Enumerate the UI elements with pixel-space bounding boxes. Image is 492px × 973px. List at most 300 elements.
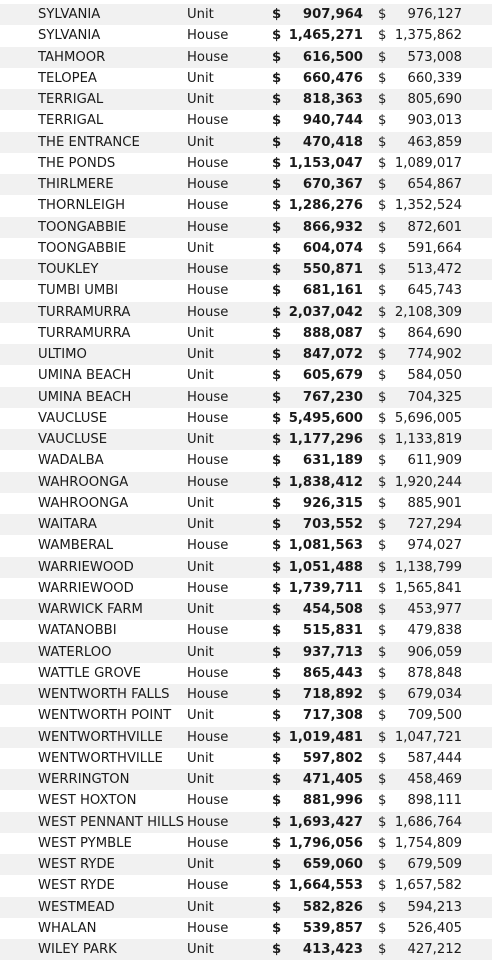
currency-symbol: $	[378, 7, 387, 22]
table-row	[0, 302, 492, 323]
suburb-cell: SYLVANIA	[38, 28, 101, 44]
table-row	[0, 4, 492, 25]
table-row	[0, 557, 492, 578]
currency-symbol: $	[378, 155, 387, 171]
table-row	[0, 748, 492, 769]
price-value-2-cell: 1,375,862	[394, 28, 462, 44]
currency-symbol: $	[272, 474, 282, 490]
price-value-2-cell: 709,500	[407, 708, 462, 724]
price-value-2-cell: 587,444	[407, 750, 462, 766]
property-type-cell: Unit	[187, 899, 214, 915]
currency-symbol: $	[378, 793, 387, 809]
currency-symbol: $	[272, 304, 282, 320]
currency-symbol: $	[378, 70, 387, 86]
price-value-1-cell: 847,072	[302, 347, 363, 362]
price-value-1-cell: 413,423	[302, 942, 363, 957]
property-type-cell: Unit	[187, 92, 214, 107]
suburb-cell: WAMBERAL	[38, 538, 114, 554]
price-value-1-cell: 1,019,481	[288, 729, 363, 745]
price-value-2-cell: 906,059	[407, 644, 462, 660]
price-value-2-cell: 898,111	[407, 793, 462, 809]
price-value-1-cell: 1,739,711	[288, 580, 363, 596]
property-type-cell: Unit	[187, 750, 214, 766]
price-value-1-cell: 681,161	[302, 283, 363, 299]
currency-symbol: $	[272, 410, 282, 426]
currency-symbol: $	[378, 177, 387, 192]
suburb-cell: TERRIGAL	[38, 113, 104, 129]
currency-symbol: $	[378, 835, 387, 851]
price-value-2-cell: 974,027	[407, 538, 462, 554]
suburb-cell: THE ENTRANCE	[38, 134, 140, 150]
currency-symbol: $	[378, 920, 387, 936]
price-value-1-cell: 866,932	[302, 219, 363, 235]
price-value-1-cell: 1,286,276	[288, 198, 363, 214]
property-type-cell: House	[187, 28, 229, 44]
suburb-cell: THE PONDS	[38, 155, 116, 171]
price-value-1-cell: 5,495,600	[288, 410, 363, 426]
currency-symbol: $	[272, 644, 282, 660]
suburb-cell: WAHROONGA	[38, 474, 129, 490]
currency-symbol: $	[272, 580, 282, 596]
currency-symbol: $	[272, 878, 282, 894]
price-value-1-cell: 604,074	[302, 240, 363, 256]
currency-symbol: $	[378, 857, 387, 872]
property-type-cell: House	[187, 283, 229, 299]
price-value-1-cell: 888,087	[302, 325, 363, 341]
suburb-cell: TERRIGAL	[38, 92, 104, 107]
currency-symbol: $	[378, 304, 387, 320]
property-type-cell: Unit	[187, 708, 214, 724]
price-value-1-cell: 470,418	[302, 134, 363, 150]
table-row	[0, 812, 492, 833]
currency-symbol: $	[272, 495, 282, 511]
table-row	[0, 514, 492, 535]
price-table	[0, 4, 492, 960]
table-row	[0, 365, 492, 386]
property-type-cell: House	[187, 304, 229, 320]
price-value-2-cell: 2,108,309	[394, 304, 462, 320]
price-value-2-cell: 594,213	[407, 899, 462, 915]
table-row	[0, 259, 492, 280]
suburb-cell: SYLVANIA	[38, 7, 101, 22]
currency-symbol: $	[378, 432, 387, 447]
suburb-cell: WATERLOO	[38, 644, 112, 660]
property-type-cell: House	[187, 474, 229, 490]
table-row	[0, 238, 492, 259]
table-row	[0, 684, 492, 705]
price-value-2-cell: 885,901	[407, 495, 462, 511]
price-value-1-cell: 1,153,047	[288, 155, 363, 171]
currency-symbol: $	[272, 155, 282, 171]
table-row	[0, 790, 492, 811]
currency-symbol: $	[272, 283, 282, 299]
price-value-1-cell: 937,713	[302, 644, 363, 660]
price-value-1-cell: 1,081,563	[288, 538, 363, 554]
currency-symbol: $	[378, 687, 387, 702]
price-value-2-cell: 1,565,841	[394, 580, 462, 596]
property-type-cell: Unit	[187, 240, 214, 256]
property-type-cell: Unit	[187, 432, 214, 447]
currency-symbol: $	[272, 899, 282, 915]
currency-symbol: $	[378, 878, 387, 894]
price-value-1-cell: 1,465,271	[288, 28, 363, 44]
property-type-cell: House	[187, 219, 229, 235]
price-value-1-cell: 881,996	[302, 793, 363, 809]
currency-symbol: $	[272, 240, 282, 256]
currency-symbol: $	[378, 262, 387, 277]
currency-symbol: $	[272, 708, 282, 724]
suburb-cell: WATANOBBI	[38, 623, 117, 639]
currency-symbol: $	[378, 325, 387, 341]
currency-symbol: $	[272, 28, 282, 44]
price-value-2-cell: 727,294	[407, 517, 462, 532]
price-value-1-cell: 1,664,553	[288, 878, 363, 894]
suburb-cell: WARWICK FARM	[38, 602, 143, 617]
suburb-cell: TURRAMURRA	[38, 325, 131, 341]
suburb-cell: WENTWORTHVILLE	[38, 729, 163, 745]
currency-symbol: $	[378, 772, 387, 787]
table-row	[0, 833, 492, 854]
property-type-cell: House	[187, 793, 229, 809]
suburb-cell: THORNLEIGH	[38, 198, 126, 214]
property-type-cell: Unit	[187, 7, 214, 22]
property-type-cell: Unit	[187, 517, 214, 532]
price-value-2-cell: 903,013	[407, 113, 462, 129]
suburb-cell: WARRIEWOOD	[38, 580, 134, 596]
currency-symbol: $	[272, 793, 282, 809]
currency-symbol: $	[378, 899, 387, 915]
property-type-cell: House	[187, 687, 229, 702]
suburb-cell: UMINA BEACH	[38, 368, 132, 384]
property-type-cell: House	[187, 623, 229, 639]
property-type-cell: House	[187, 453, 229, 469]
currency-symbol: $	[272, 920, 282, 936]
property-type-cell: Unit	[187, 644, 214, 660]
table-row	[0, 217, 492, 238]
currency-symbol: $	[272, 687, 282, 702]
table-row	[0, 429, 492, 450]
currency-symbol: $	[272, 198, 282, 214]
suburb-cell: TOONGABBIE	[38, 240, 127, 256]
table-row	[0, 493, 492, 514]
table-row	[0, 195, 492, 216]
price-value-1-cell: 1,693,427	[288, 814, 363, 830]
currency-symbol: $	[272, 835, 282, 851]
currency-symbol: $	[272, 134, 282, 150]
suburb-cell: TOONGABBIE	[38, 219, 127, 235]
property-type-cell: House	[187, 835, 229, 851]
currency-symbol: $	[272, 559, 282, 575]
property-type-cell: Unit	[187, 70, 214, 86]
currency-symbol: $	[378, 28, 387, 44]
price-value-1-cell: 1,838,412	[288, 474, 363, 490]
property-type-cell: House	[187, 389, 229, 405]
currency-symbol: $	[378, 240, 387, 256]
currency-symbol: $	[378, 495, 387, 511]
table-row	[0, 68, 492, 89]
price-value-2-cell: 864,690	[407, 325, 462, 341]
price-value-1-cell: 471,405	[302, 772, 363, 787]
currency-symbol: $	[272, 325, 282, 341]
property-type-cell: House	[187, 262, 229, 277]
property-type-cell: House	[187, 177, 229, 192]
table-row	[0, 599, 492, 620]
price-value-2-cell: 1,047,721	[394, 729, 462, 745]
currency-symbol: $	[378, 283, 387, 299]
currency-symbol: $	[378, 729, 387, 745]
price-value-2-cell: 453,977	[407, 602, 462, 617]
price-value-2-cell: 5,696,005	[394, 410, 462, 426]
table-row	[0, 174, 492, 195]
currency-symbol: $	[378, 665, 387, 681]
currency-symbol: $	[272, 750, 282, 766]
currency-symbol: $	[378, 517, 387, 532]
currency-symbol: $	[272, 389, 282, 405]
price-value-1-cell: 605,679	[302, 368, 363, 384]
table-row	[0, 25, 492, 46]
currency-symbol: $	[272, 262, 282, 277]
price-value-1-cell: 659,060	[302, 857, 363, 872]
price-value-2-cell: 704,325	[407, 389, 462, 405]
currency-symbol: $	[272, 219, 282, 235]
price-value-2-cell: 526,405	[407, 920, 462, 936]
property-type-cell: House	[187, 155, 229, 171]
price-value-2-cell: 805,690	[407, 92, 462, 107]
currency-symbol: $	[378, 198, 387, 214]
table-row	[0, 918, 492, 939]
property-type-cell: House	[187, 410, 229, 426]
price-value-2-cell: 584,050	[407, 368, 462, 384]
property-type-cell: House	[187, 198, 229, 214]
property-type-cell: House	[187, 538, 229, 554]
suburb-cell: VAUCLUSE	[38, 432, 108, 447]
table-row	[0, 89, 492, 110]
suburb-cell: THIRLMERE	[38, 177, 114, 192]
table-row	[0, 387, 492, 408]
suburb-cell: UMINA BEACH	[38, 389, 132, 405]
currency-symbol: $	[378, 134, 387, 150]
price-value-1-cell: 539,857	[302, 920, 363, 936]
price-value-2-cell: 878,848	[407, 665, 462, 681]
table-row	[0, 535, 492, 556]
price-value-2-cell: 654,867	[407, 177, 462, 192]
currency-symbol: $	[272, 453, 282, 469]
price-value-1-cell: 582,826	[302, 899, 363, 915]
currency-symbol: $	[272, 49, 282, 65]
price-value-2-cell: 611,909	[407, 453, 462, 469]
property-type-cell: House	[187, 49, 229, 65]
currency-symbol: $	[378, 49, 387, 65]
suburb-cell: WATTLE GROVE	[38, 665, 141, 681]
price-value-1-cell: 550,871	[302, 262, 363, 277]
currency-symbol: $	[378, 474, 387, 490]
currency-symbol: $	[272, 432, 282, 447]
suburb-cell: WEST PENNANT HILLS	[38, 814, 185, 830]
currency-symbol: $	[272, 347, 282, 362]
property-type-cell: House	[187, 580, 229, 596]
price-value-1-cell: 1,177,296	[288, 432, 363, 447]
table-row	[0, 769, 492, 790]
currency-symbol: $	[272, 814, 282, 830]
suburb-cell: WERRINGTON	[38, 772, 130, 787]
price-value-2-cell: 463,859	[407, 134, 462, 150]
price-value-2-cell: 645,743	[407, 283, 462, 299]
table-row	[0, 344, 492, 365]
currency-symbol: $	[272, 368, 282, 384]
currency-symbol: $	[272, 623, 282, 639]
currency-symbol: $	[378, 623, 387, 639]
price-value-1-cell: 717,308	[302, 708, 363, 724]
price-value-2-cell: 679,034	[407, 687, 462, 702]
price-value-2-cell: 1,138,799	[394, 559, 462, 575]
suburb-cell: WENTWORTHVILLE	[38, 750, 163, 766]
currency-symbol: $	[272, 70, 282, 86]
property-type-cell: House	[187, 920, 229, 936]
price-value-1-cell: 631,189	[302, 453, 363, 469]
suburb-cell: TAHMOOR	[38, 49, 106, 65]
suburb-cell: WEST RYDE	[38, 857, 115, 872]
table-row	[0, 132, 492, 153]
currency-symbol: $	[378, 942, 387, 957]
suburb-cell: WENTWORTH POINT	[38, 708, 172, 724]
price-value-2-cell: 591,664	[407, 240, 462, 256]
currency-symbol: $	[378, 580, 387, 596]
price-value-2-cell: 1,133,819	[394, 432, 462, 447]
currency-symbol: $	[272, 665, 282, 681]
price-value-2-cell: 458,469	[407, 772, 462, 787]
currency-symbol: $	[378, 538, 387, 554]
currency-symbol: $	[272, 772, 282, 787]
price-value-2-cell: 427,212	[407, 942, 462, 957]
price-value-2-cell: 774,902	[407, 347, 462, 362]
suburb-cell: WAITARA	[38, 517, 97, 532]
price-value-2-cell: 1,089,017	[394, 155, 462, 171]
table-row	[0, 727, 492, 748]
currency-symbol: $	[378, 644, 387, 660]
suburb-cell: ULTIMO	[38, 347, 87, 362]
currency-symbol: $	[272, 538, 282, 554]
price-value-2-cell: 1,754,809	[394, 835, 462, 851]
suburb-cell: TUMBI UMBI	[38, 283, 119, 299]
price-value-1-cell: 907,964	[302, 7, 363, 22]
price-value-1-cell: 2,037,042	[288, 304, 363, 320]
currency-symbol: $	[378, 750, 387, 766]
table-row	[0, 620, 492, 641]
currency-symbol: $	[378, 92, 387, 107]
price-value-2-cell: 1,657,582	[394, 878, 462, 894]
property-type-cell: House	[187, 729, 229, 745]
price-value-2-cell: 1,920,244	[394, 474, 462, 490]
price-value-2-cell: 872,601	[407, 219, 462, 235]
suburb-cell: WEST HOXTON	[38, 793, 137, 809]
table-row	[0, 705, 492, 726]
price-value-2-cell: 679,509	[407, 857, 462, 872]
currency-symbol: $	[378, 453, 387, 469]
table-row	[0, 663, 492, 684]
currency-symbol: $	[272, 942, 282, 957]
table-row	[0, 642, 492, 663]
price-value-1-cell: 597,802	[302, 750, 363, 766]
price-value-1-cell: 660,476	[302, 70, 363, 86]
currency-symbol: $	[378, 410, 387, 426]
price-value-1-cell: 703,552	[302, 517, 363, 532]
price-value-1-cell: 515,831	[302, 623, 363, 639]
price-value-2-cell: 1,686,764	[394, 814, 462, 830]
currency-symbol: $	[272, 92, 282, 107]
property-type-cell: Unit	[187, 857, 214, 872]
currency-symbol: $	[378, 708, 387, 724]
property-type-cell: House	[187, 814, 229, 830]
currency-symbol: $	[378, 814, 387, 830]
currency-symbol: $	[272, 7, 282, 22]
currency-symbol: $	[272, 602, 282, 617]
table-row	[0, 854, 492, 875]
property-type-cell: House	[187, 878, 229, 894]
property-type-cell: Unit	[187, 942, 214, 957]
property-type-cell: Unit	[187, 134, 214, 150]
currency-symbol: $	[378, 113, 387, 129]
property-type-cell: Unit	[187, 602, 214, 617]
property-type-cell: Unit	[187, 347, 214, 362]
suburb-cell: WENTWORTH FALLS	[38, 687, 170, 702]
table-row	[0, 408, 492, 429]
table-row	[0, 897, 492, 918]
table-row	[0, 450, 492, 471]
suburb-cell: TURRAMURRA	[38, 304, 131, 320]
price-value-2-cell: 1,352,524	[394, 198, 462, 214]
table-row	[0, 578, 492, 599]
suburb-cell: WADALBA	[38, 453, 104, 469]
currency-symbol: $	[272, 857, 282, 872]
price-value-1-cell: 1,796,056	[288, 835, 363, 851]
table-row	[0, 110, 492, 131]
property-type-cell: Unit	[187, 772, 214, 787]
suburb-cell: WILEY PARK	[38, 942, 117, 957]
price-value-1-cell: 940,744	[302, 113, 363, 129]
currency-symbol: $	[272, 729, 282, 745]
property-type-cell: Unit	[187, 325, 214, 341]
suburb-cell: WEST RYDE	[38, 878, 115, 894]
price-value-1-cell: 616,500	[302, 49, 363, 65]
price-value-2-cell: 573,008	[407, 49, 462, 65]
currency-symbol: $	[378, 389, 387, 405]
price-value-1-cell: 818,363	[302, 92, 363, 107]
price-value-2-cell: 660,339	[407, 70, 462, 86]
table-row	[0, 47, 492, 68]
currency-symbol: $	[378, 219, 387, 235]
suburb-cell: TELOPEA	[38, 70, 97, 86]
property-type-cell: Unit	[187, 495, 214, 511]
suburb-cell: WARRIEWOOD	[38, 559, 134, 575]
price-value-1-cell: 926,315	[302, 495, 363, 511]
suburb-cell: TOUKLEY	[38, 262, 99, 277]
table-row	[0, 323, 492, 344]
price-value-1-cell: 865,443	[302, 665, 363, 681]
price-value-2-cell: 479,838	[407, 623, 462, 639]
suburb-cell: VAUCLUSE	[38, 410, 108, 426]
property-type-cell: House	[187, 665, 229, 681]
currency-symbol: $	[272, 113, 282, 129]
table-row	[0, 472, 492, 493]
price-value-1-cell: 670,367	[302, 177, 363, 192]
price-value-1-cell: 454,508	[302, 602, 363, 617]
suburb-cell: WAHROONGA	[38, 495, 129, 511]
currency-symbol: $	[378, 602, 387, 617]
suburb-cell: WHALAN	[38, 920, 97, 936]
table-row	[0, 875, 492, 896]
property-type-cell: House	[187, 113, 229, 129]
price-value-1-cell: 718,892	[302, 687, 363, 702]
